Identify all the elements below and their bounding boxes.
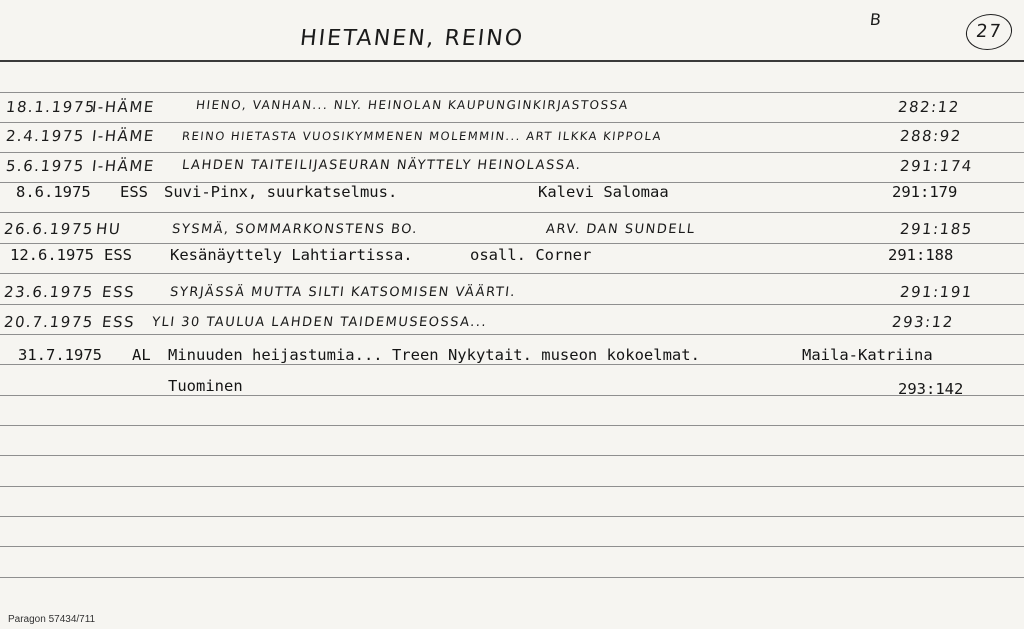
entry-author: ARV. DAN SUNDELL — [545, 222, 697, 237]
entry-date: 12.6.1975 — [10, 246, 94, 264]
header-rule — [0, 60, 1024, 62]
entry-text: HIENO, VANHAN... NLY. HEINOLAN KAUPUNGINKIRJASTOSSA — [195, 98, 630, 112]
rule-line — [0, 425, 1024, 426]
entry-date: 18.1.1975 — [5, 98, 97, 116]
rule-line — [0, 152, 1024, 153]
entry-author-line2: Tuominen — [168, 377, 243, 395]
entry-date: 23.6.1975 — [3, 283, 95, 301]
entry-text: SYSMÄ, SOMMARKONSTENS BO. — [171, 222, 419, 237]
rule-line — [0, 273, 1024, 274]
entry-ref: 291:179 — [892, 183, 958, 201]
entry-ref: 293:142 — [898, 380, 964, 398]
entry-date: 26.6.1975 — [3, 220, 95, 238]
entry-source: ESS — [104, 246, 132, 264]
entry-source: I-HÄME — [91, 157, 156, 175]
entry-source: I-HÄME — [91, 127, 156, 145]
card-number: 27 — [964, 14, 1014, 50]
entry-date: 8.6.1975 — [16, 183, 91, 201]
entry-source: ESS — [101, 283, 136, 301]
entry-source: HU — [95, 220, 123, 238]
entry-ref: 282:12 — [897, 98, 961, 116]
category-letter: B — [869, 10, 884, 29]
entry-text: Kesänäyttely Lahtiartissa. — [170, 246, 413, 264]
rule-line — [0, 122, 1024, 123]
rule-line — [0, 516, 1024, 517]
entry-source: I-HÄME — [91, 98, 156, 116]
entry-author: osall. Corner — [470, 246, 592, 264]
entry-source: ESS — [120, 183, 148, 201]
entry-author: Maila-Katriina — [802, 346, 933, 364]
rule-line — [0, 455, 1024, 456]
entry-date: 5.6.1975 — [5, 157, 86, 175]
card-footer: Paragon 57434/711 — [8, 614, 96, 625]
card-title: HIETANEN, REINO — [298, 26, 526, 51]
entry-ref: 291:185 — [899, 220, 974, 238]
entry-text: REINO HIETASTA VUOSIKYMMENEN MOLEMMIN... ART ILKKA KIPPOLA — [181, 129, 663, 143]
entry-ref: 291:174 — [899, 157, 974, 175]
rule-line — [0, 92, 1024, 93]
entry-date: 20.7.1975 — [3, 313, 95, 331]
entry-ref: 288:92 — [899, 127, 963, 145]
rule-line — [0, 364, 1024, 365]
entry-text: LAHDEN TAITEILIJASEURAN NÄYTTELY HEINOLASSA. — [181, 158, 583, 173]
rule-line — [0, 304, 1024, 305]
rule-line — [0, 212, 1024, 213]
entry-text: YLI 30 TAULUA LAHDEN TAIDEMUSEOSSA... — [151, 315, 489, 330]
entry-date: 2.4.1975 — [5, 127, 86, 145]
rule-line — [0, 334, 1024, 335]
entry-text: Suvi-Pinx, suurkatselmus. — [164, 183, 398, 201]
rule-line — [0, 577, 1024, 578]
entry-ref: 291:188 — [888, 246, 954, 264]
rule-line — [0, 486, 1024, 487]
rule-line — [0, 395, 1024, 396]
entry-text: SYRJÄSSÄ MUTTA SILTI KATSOMISEN VÄÄRTI. — [169, 285, 517, 300]
rule-line — [0, 546, 1024, 547]
entry-ref: 291:191 — [899, 283, 974, 301]
entry-text: Minuuden heijastumia... Treen Nykytait. museon kokoelmat. — [168, 346, 700, 364]
entry-source: AL — [132, 346, 151, 364]
entry-author: Kalevi Salomaa — [538, 183, 669, 201]
entry-source: ESS — [101, 313, 136, 331]
entry-date: 31.7.1975 — [18, 346, 102, 364]
rule-line — [0, 182, 1024, 183]
rule-line — [0, 243, 1024, 244]
entry-ref: 293:12 — [891, 313, 955, 331]
